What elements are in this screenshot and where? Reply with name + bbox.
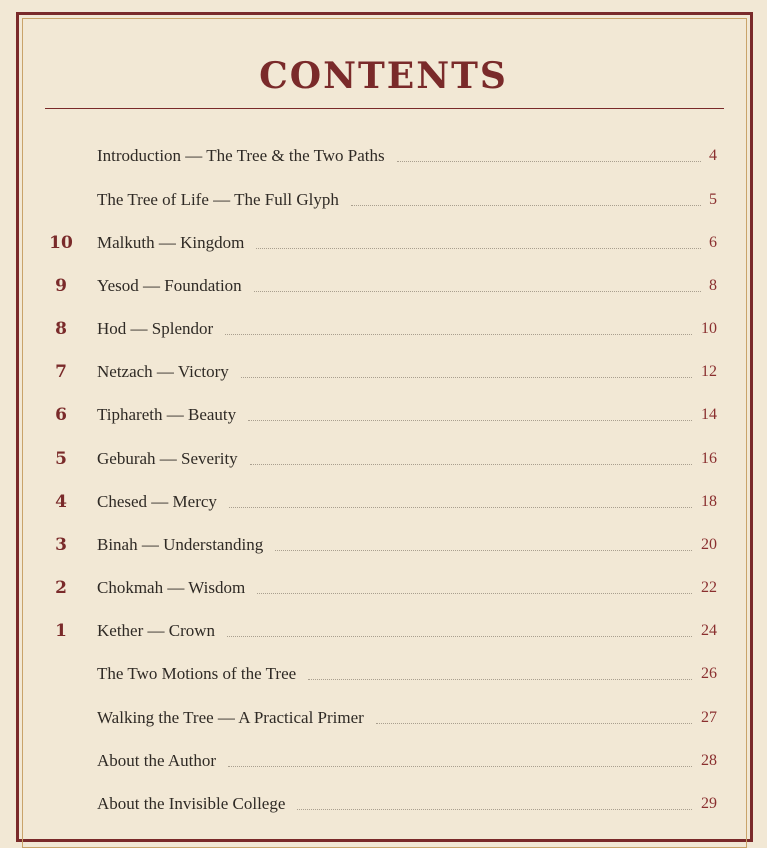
- entry-title: Kether — Crown: [97, 621, 216, 640]
- dot-leader: [254, 291, 701, 292]
- page-number: 4: [709, 147, 717, 164]
- entry-title: Binah — Understanding: [97, 535, 264, 554]
- entry-title: Tiphareth — Beauty: [97, 405, 237, 424]
- dot-leader: [241, 377, 692, 378]
- page-number: 29: [701, 795, 717, 812]
- title-divider: [45, 108, 724, 109]
- page-number: 16: [701, 450, 717, 467]
- entry-title: Geburah — Severity: [97, 449, 238, 468]
- toc-entry[interactable]: [0, 661, 767, 687]
- page-number: 22: [701, 579, 717, 596]
- dot-leader: [397, 161, 701, 162]
- entry-title: About the Author: [97, 751, 216, 770]
- page-number: 27: [701, 709, 717, 726]
- toc-entry[interactable]: [0, 791, 767, 817]
- sephirah-number: 3: [55, 535, 67, 555]
- dot-leader: [257, 593, 692, 594]
- toc-entry[interactable]: [0, 705, 767, 731]
- page-title: CONTENTS: [259, 55, 508, 97]
- page-number: 18: [701, 493, 717, 510]
- sephirah-number: 8: [55, 319, 67, 339]
- page-number: 12: [701, 363, 717, 380]
- entry-title: Introduction — The Tree & the Two Paths: [97, 146, 385, 165]
- toc-entry[interactable]: [0, 532, 767, 558]
- dot-leader: [308, 679, 692, 680]
- toc-entry[interactable]: [0, 618, 767, 644]
- sephirah-number: 5: [55, 449, 67, 469]
- page-number: 24: [701, 622, 717, 639]
- dot-leader: [275, 550, 692, 551]
- sephirah-number: 6: [55, 405, 67, 425]
- dot-leader: [297, 809, 692, 810]
- entry-title: Chokmah — Wisdom: [97, 578, 246, 597]
- sephirah-number: 1: [55, 621, 67, 641]
- toc-entry[interactable]: [0, 402, 767, 428]
- toc-entry[interactable]: [0, 230, 767, 256]
- toc-entry[interactable]: [0, 446, 767, 472]
- toc-entry[interactable]: [0, 575, 767, 601]
- entry-title: Chesed — Mercy: [97, 492, 217, 511]
- page-number: 28: [701, 752, 717, 769]
- entry-title: The Tree of Life — The Full Glyph: [97, 190, 339, 209]
- entry-title: Netzach — Victory: [97, 362, 229, 381]
- page-number: 20: [701, 536, 717, 553]
- entry-title: The Two Motions of the Tree: [97, 664, 297, 683]
- dot-leader: [248, 420, 692, 421]
- toc-entry[interactable]: [0, 748, 767, 774]
- entry-title: About the Invisible College: [97, 794, 286, 813]
- dot-leader: [256, 248, 700, 249]
- page-number: 26: [701, 665, 717, 682]
- page-number: 8: [709, 277, 717, 294]
- sephirah-number: 9: [55, 276, 67, 296]
- page-number: 6: [709, 234, 717, 251]
- entry-title: Yesod — Foundation: [97, 276, 242, 295]
- entry-title: Walking the Tree — A Practical Primer: [97, 708, 364, 727]
- sephirah-number: 10: [49, 233, 73, 253]
- toc-entry[interactable]: [0, 143, 767, 169]
- toc-entry[interactable]: [0, 187, 767, 213]
- sephirah-number: 2: [55, 578, 67, 598]
- toc-entry[interactable]: [0, 316, 767, 342]
- sephirah-number: 4: [55, 492, 67, 512]
- page-number: 5: [709, 191, 717, 208]
- entry-title: Hod — Splendor: [97, 319, 214, 338]
- dot-leader: [228, 766, 692, 767]
- dot-leader: [250, 464, 692, 465]
- toc-entry[interactable]: [0, 359, 767, 385]
- dot-leader: [351, 205, 701, 206]
- toc-entry[interactable]: [0, 273, 767, 299]
- toc-entry[interactable]: [0, 489, 767, 515]
- entry-title: Malkuth — Kingdom: [97, 233, 245, 252]
- dot-leader: [376, 723, 692, 724]
- dot-leader: [225, 334, 692, 335]
- dot-leader: [227, 636, 692, 637]
- page-number: 10: [701, 320, 717, 337]
- page-number: 14: [701, 406, 717, 423]
- sephirah-number: 7: [55, 362, 67, 382]
- dot-leader: [229, 507, 692, 508]
